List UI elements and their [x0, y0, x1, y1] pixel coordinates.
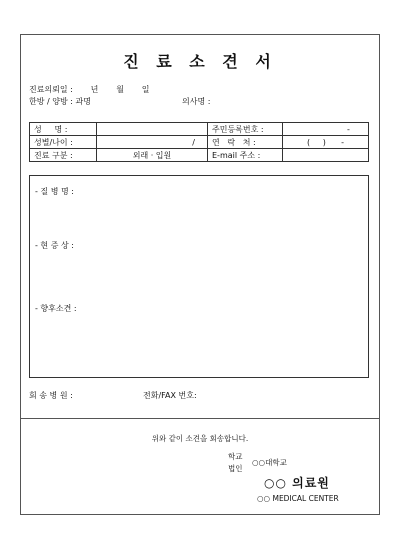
section-divider: [20, 418, 380, 419]
phone-fax-label: 전화/FAX 번호:: [143, 391, 197, 400]
email-value[interactable]: [283, 149, 369, 162]
resident-number-value[interactable]: -: [283, 123, 369, 136]
email-label: E-mail 주소 :: [208, 149, 283, 162]
table-row: [30, 136, 369, 149]
corp-label-2: 법인: [228, 464, 243, 473]
symptoms-label: - 현 증 상 :: [35, 241, 74, 250]
findings-box: [29, 175, 369, 378]
contact-label: 연 락 처 :: [208, 136, 283, 149]
medical-center-name: ○○ MEDICAL CENTER: [257, 494, 339, 503]
table-row: [30, 149, 369, 162]
table-row: [30, 123, 369, 136]
referring-hospital-label: 회 송 병 원 :: [29, 391, 73, 400]
clinic-name: ○○ 의료원: [264, 476, 330, 490]
corp-label-1: 학교: [228, 452, 243, 461]
disease-label: - 질 병 명 :: [35, 187, 74, 196]
document-title: 진 료 소 견 서: [123, 52, 277, 71]
name-value[interactable]: [97, 123, 208, 136]
university-name: ○○대학교: [252, 458, 287, 467]
prognosis-label: - 향후소견 :: [35, 304, 77, 313]
doctor-line: 의사명 :: [182, 97, 211, 106]
visit-type-label: 진료 구분 :: [30, 149, 97, 162]
gender-age-value[interactable]: /: [97, 136, 208, 149]
patient-info-table: [29, 122, 369, 162]
name-label: 성 명 :: [30, 123, 97, 136]
visit-type-value[interactable]: 외래 · 입원: [97, 149, 208, 162]
department-line: 한방 / 양방 : 과명: [29, 97, 91, 106]
request-date-line: 진료의뢰일 : 년 월 일: [29, 85, 150, 94]
statement-text: 위와 같이 소견을 회송합니다.: [151, 434, 249, 443]
contact-value[interactable]: ( ) -: [283, 136, 369, 149]
resident-number-label: 주민등록번호 :: [208, 123, 283, 136]
gender-age-label: 성별/나이 :: [30, 136, 97, 149]
